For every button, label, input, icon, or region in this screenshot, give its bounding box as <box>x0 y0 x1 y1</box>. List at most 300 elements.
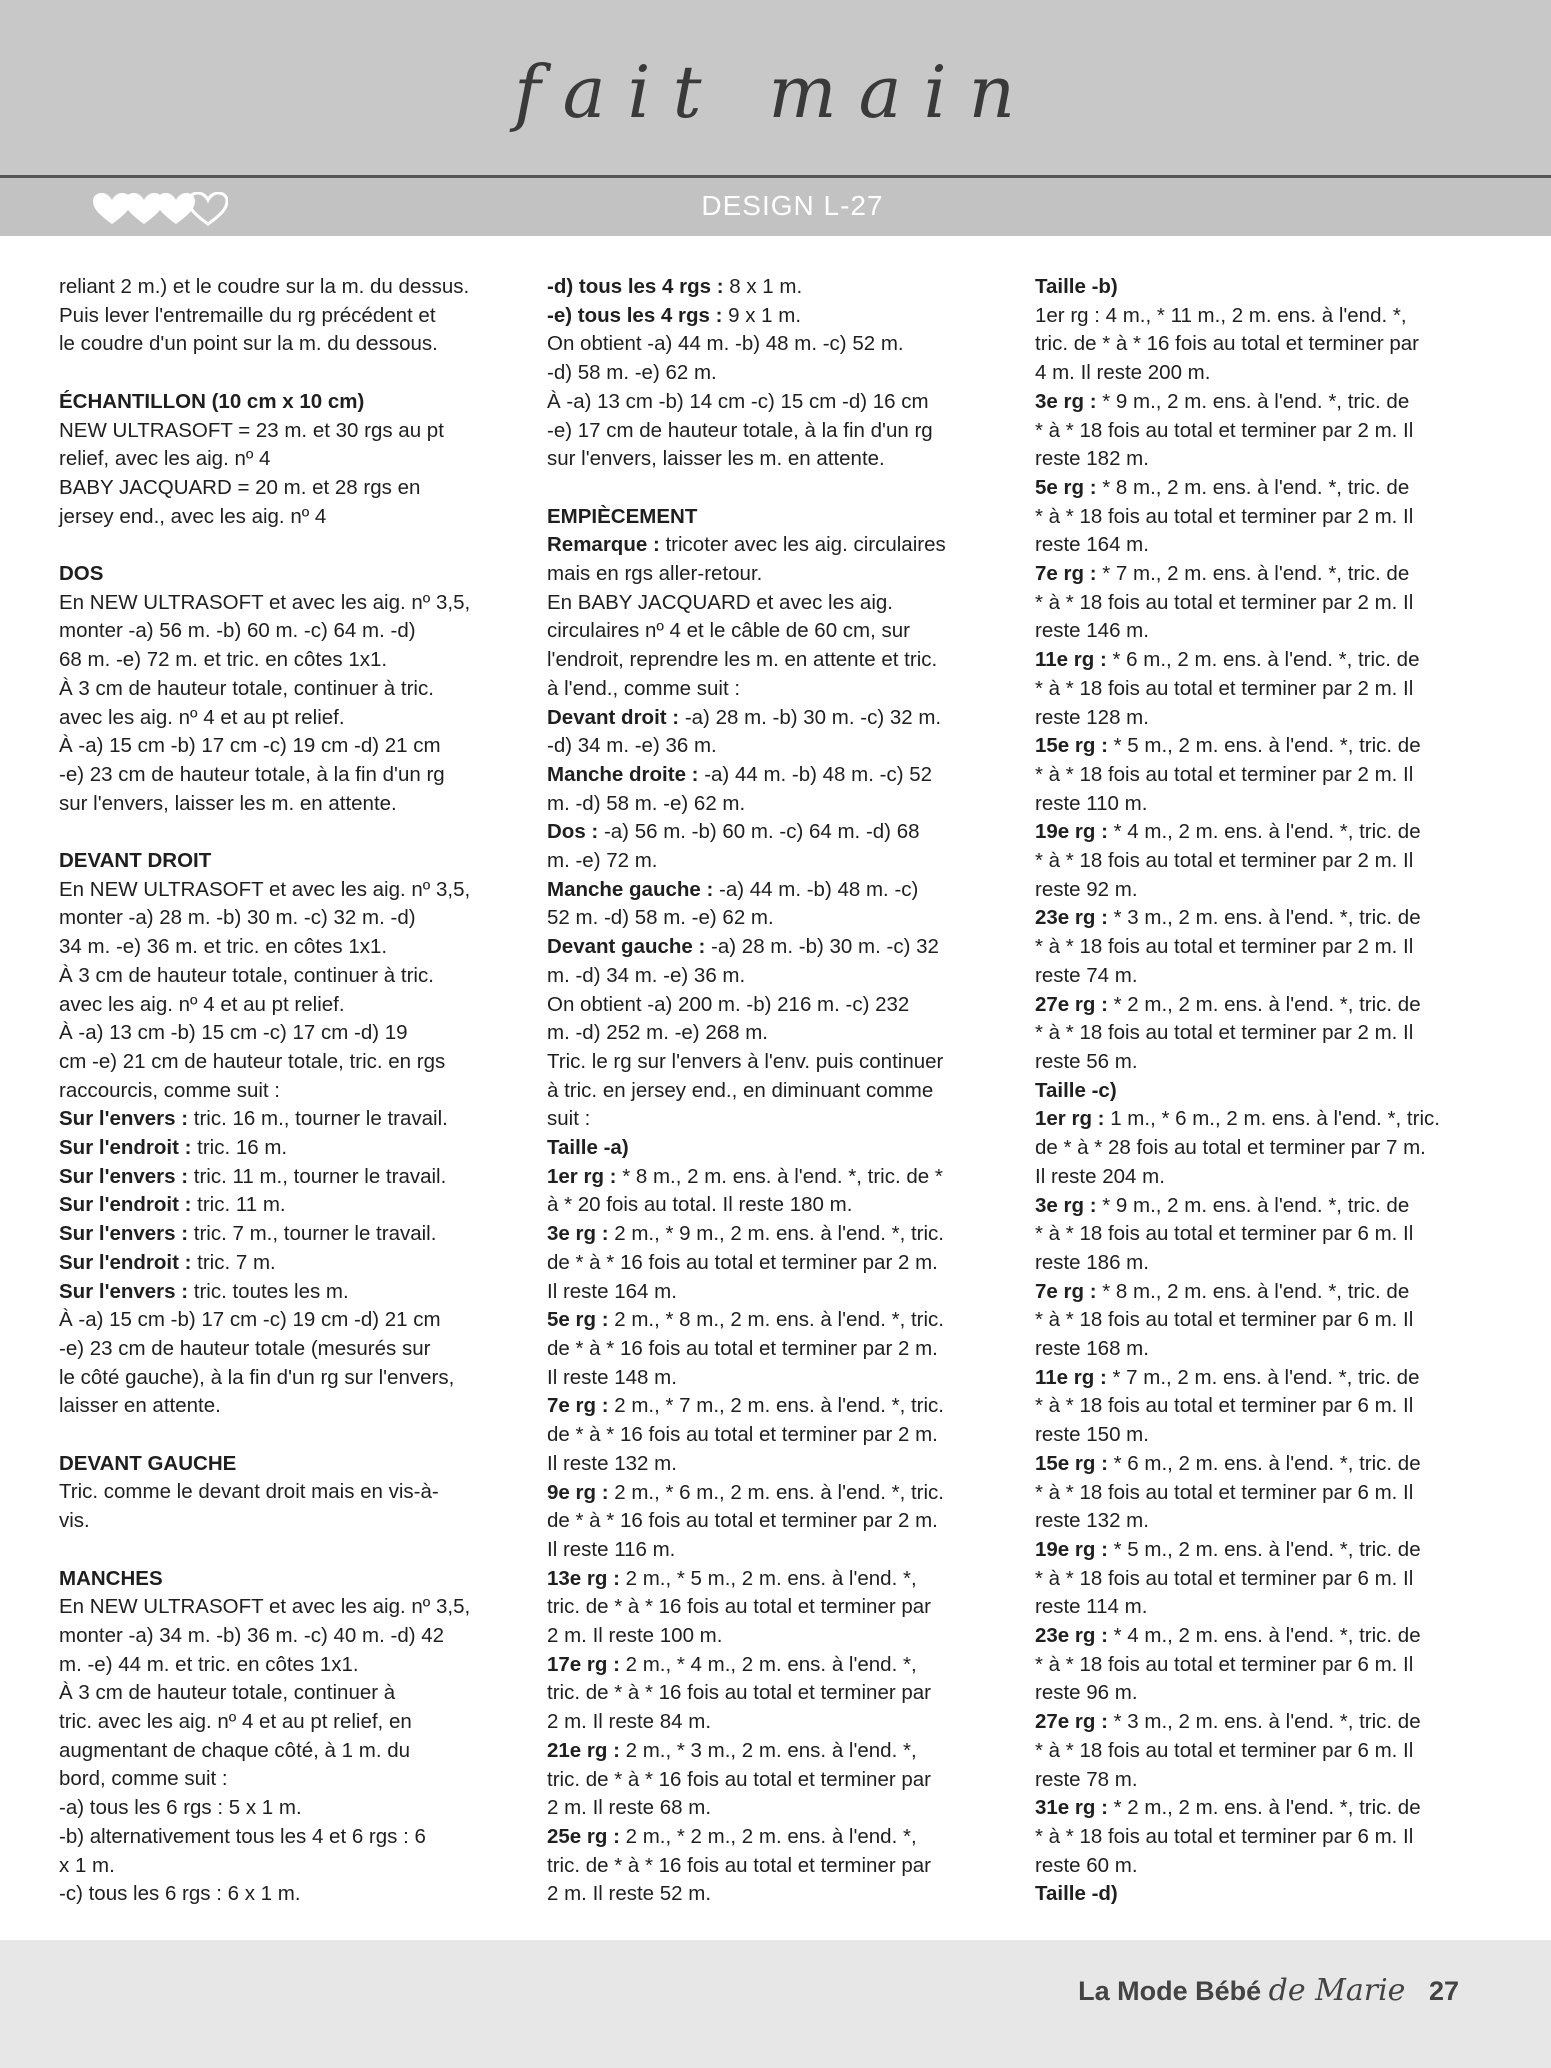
paragraph-gap <box>547 474 1004 503</box>
text-line-body: tric. 11 m. <box>191 1193 286 1217</box>
text-line-label: -d) tous les 4 rgs : <box>547 275 724 298</box>
text-line-body: * 5 m., 2 m. ens. à l'end. *, tric. de <box>1107 734 1421 758</box>
text-line-body: reste 60 m. <box>1035 1853 1138 1877</box>
text-line <box>1035 1794 1492 1823</box>
text-line <box>59 1278 516 1307</box>
text-line <box>547 617 1004 646</box>
page-number: 27 <box>1428 1976 1459 2006</box>
text-line <box>1035 589 1492 618</box>
text-line-label: Sur l'endroit : <box>59 1250 192 1274</box>
text-line <box>59 1134 516 1163</box>
text-line <box>59 273 516 302</box>
text-line-label: Sur l'endroit : <box>59 1136 192 1160</box>
text-line <box>547 847 1004 876</box>
text-line <box>1035 1364 1492 1393</box>
text-line <box>547 1737 1004 1766</box>
text-line <box>59 589 516 618</box>
text-line-body: -d) 34 m. -e) 36 m. <box>547 734 717 758</box>
text-line <box>1035 904 1492 933</box>
text-line-label: 7e rg : <box>1035 1279 1097 1303</box>
text-line <box>547 1364 1004 1393</box>
text-line <box>547 1163 1004 1192</box>
text-line <box>59 1708 516 1737</box>
text-line <box>59 876 516 905</box>
text-line <box>547 761 1004 790</box>
text-line-body: * 9 m., 2 m. ens. à l'end. *, tric. de <box>1096 389 1410 413</box>
text-line-body: monter -a) 56 m. -b) 60 m. -c) 64 m. -d) <box>59 619 416 643</box>
text-line-label: 11e rg : <box>1035 1365 1107 1389</box>
text-line-body: m. -d) 58 m. -e) 62 m. <box>547 791 746 815</box>
text-line <box>547 818 1004 847</box>
text-line-body: tric. de * à * 16 fois au total et terminer par <box>1035 332 1419 356</box>
text-line <box>1035 560 1492 589</box>
text-line-label: 5e rg : <box>1035 475 1097 499</box>
text-line-body: * 4 m., 2 m. ens. à l'end. *, tric. de <box>1107 820 1421 844</box>
text-line <box>1035 1048 1492 1077</box>
text-line <box>59 1507 516 1536</box>
text-line <box>1035 1335 1492 1364</box>
text-line <box>547 1794 1004 1823</box>
text-line-body: En NEW ULTRASOFT et avec les aig. nº 3,5, <box>59 590 471 614</box>
text-line <box>1035 1249 1492 1278</box>
text-line <box>59 1794 516 1823</box>
text-line-body: jersey end., avec les aig. nº 4 <box>59 504 327 528</box>
text-line-body: * 3 m., 2 m. ens. à l'end. *, tric. de <box>1107 1710 1421 1734</box>
text-line-body: tric. 7 m., tourner le travail. <box>188 1222 437 1246</box>
paragraph-gap <box>59 1536 516 1565</box>
text-line-body: x 1 m. <box>59 1853 115 1877</box>
text-column-1 <box>59 273 516 1909</box>
text-line-body: laisser en attente. <box>59 1394 221 1418</box>
text-line-body: * à * 18 fois au total et terminer par 2 m. Il <box>1035 676 1414 700</box>
text-line-body: -d) 58 m. -e) 62 m. <box>547 361 717 385</box>
text-line-body: tric. de * à * 16 fois au total et terminer par <box>547 1595 931 1619</box>
text-line-body: de * à * 16 fois au total et terminer par 2 m. <box>547 1337 938 1360</box>
text-line <box>1035 388 1492 417</box>
text-line <box>1035 1679 1492 1708</box>
text-line <box>1035 818 1492 847</box>
text-line-label: Sur l'envers : <box>59 1222 189 1246</box>
text-line-body: 4 m. Il reste 200 m. <box>1035 361 1211 385</box>
text-line-body: reste 182 m. <box>1035 447 1149 471</box>
text-line-body: avec les aig. nº 4 et au pt relief. <box>59 705 345 729</box>
text-line <box>547 1651 1004 1680</box>
text-line-body: tric. avec les aig. nº 4 et au pt relief, en <box>59 1710 412 1734</box>
text-line-label: Sur l'envers : <box>59 1164 189 1188</box>
text-line-body: tric. de * à * 16 fois au total et terminer par <box>547 1681 931 1705</box>
text-line <box>1035 1622 1492 1651</box>
text-line-body: * 7 m., 2 m. ens. à l'end. *, tric. de <box>1106 1365 1420 1389</box>
text-line-label: 31e rg : <box>1035 1796 1108 1820</box>
text-line <box>59 646 516 675</box>
text-line <box>547 1479 1004 1508</box>
section-heading: EMPIÈCEMENT <box>547 504 698 528</box>
text-line-body: reste 96 m. <box>1035 1681 1138 1705</box>
section-heading: DEVANT GAUCHE <box>59 1451 237 1475</box>
magazine-name-script: de Marie <box>1268 1973 1406 2008</box>
text-line-label: Remarque : <box>547 533 660 557</box>
text-line-label: 19e rg : <box>1035 820 1108 844</box>
text-line <box>547 962 1004 991</box>
text-line-body: 2 m., * 8 m., 2 m. ens. à l'end. *, tric. <box>608 1308 944 1332</box>
text-line-body: À -a) 13 cm -b) 15 cm -c) 17 cm -d) 19 <box>59 1021 408 1045</box>
text-line-body: m. -d) 252 m. -e) 268 m. <box>547 1021 769 1045</box>
text-line-label: 17e rg : <box>547 1652 620 1676</box>
text-line-body: À 3 cm de hauteur totale, continuer à tric. <box>59 676 434 700</box>
text-line-body: 2 m., * 7 m., 2 m. ens. à l'end. *, tric. <box>608 1394 944 1418</box>
text-line-body: 1er rg : 4 m., * 11 m., 2 m. ens. à l'end. *, <box>1035 303 1407 327</box>
text-line <box>1035 302 1492 331</box>
text-line <box>547 1306 1004 1335</box>
text-line <box>547 589 1004 618</box>
text-line <box>547 1593 1004 1622</box>
text-line-body: -c) tous les 6 rgs : 6 x 1 m. <box>59 1882 301 1906</box>
text-line <box>547 1019 1004 1048</box>
text-line-body: * à * 18 fois au total et terminer par 6 m. Il <box>1035 1308 1414 1332</box>
text-line <box>59 1622 516 1651</box>
text-line-body: reste 146 m. <box>1035 619 1149 643</box>
text-line-body: 2 m., * 2 m., 2 m. ens. à l'end. *, <box>619 1824 917 1848</box>
text-line-label: 3e rg : <box>1035 1193 1097 1217</box>
text-line-body: tric. 7 m. <box>191 1250 276 1274</box>
text-line-body: -a) 44 m. -b) 48 m. -c) <box>713 877 919 901</box>
text-line <box>1035 790 1492 819</box>
text-line <box>547 1536 1004 1565</box>
text-line-label: 1er rg : <box>1035 1107 1105 1131</box>
text-line <box>547 1335 1004 1364</box>
text-line-body: * 6 m., 2 m. ens. à l'end. *, tric. de <box>1107 1451 1421 1475</box>
text-line-label: 27e rg : <box>1035 992 1108 1016</box>
text-line-body: * à * 18 fois au total et terminer par 2 m. Il <box>1035 590 1414 614</box>
text-line <box>547 704 1004 733</box>
text-line-body: mais en rgs aller-retour. <box>547 562 763 586</box>
text-line-body: 34 m. -e) 36 m. et tric. en côtes 1x1. <box>59 935 388 959</box>
text-line <box>1035 1192 1492 1221</box>
text-line <box>1035 417 1492 446</box>
text-line-label: Sur l'envers : <box>59 1107 189 1131</box>
text-line-label: Sur l'endroit : <box>59 1193 192 1217</box>
text-line-label: 7e rg : <box>1035 562 1097 586</box>
text-line-body: reste 168 m. <box>1035 1337 1149 1361</box>
text-line <box>547 1708 1004 1737</box>
text-line <box>59 617 516 646</box>
text-line-body: tric. toutes les m. <box>188 1279 349 1303</box>
text-column-2 <box>547 273 1004 1909</box>
text-line-body: Puis lever l'entremaille du rg précédent et <box>59 303 436 327</box>
text-line-body: avec les aig. nº 4 et au pt relief. <box>59 992 345 1016</box>
text-line-body: relief, avec les aig. nº 4 <box>59 447 271 471</box>
text-line <box>59 991 516 1020</box>
text-line-body: * à * 18 fois au total et terminer par 2 m. Il <box>1035 504 1414 528</box>
text-line-body: 2 m. Il reste 84 m. <box>547 1710 712 1734</box>
text-line <box>1035 1105 1492 1134</box>
text-line <box>59 445 516 474</box>
text-line-body: tric. 16 m. <box>191 1136 288 1160</box>
text-line <box>1035 1019 1492 1048</box>
text-line <box>547 1766 1004 1795</box>
text-line-body: * 6 m., 2 m. ens. à l'end. *, tric. de <box>1106 648 1420 672</box>
text-line <box>59 1249 516 1278</box>
text-line-body: le coudre d'un point sur la m. du dessous. <box>59 332 438 356</box>
text-line-label: 3e rg : <box>547 1222 609 1246</box>
text-line-body: Tric. comme le devant droit mais en vis-à- <box>59 1480 439 1504</box>
text-line-body: reste 74 m. <box>1035 963 1138 987</box>
text-line-body: -a) 44 m. -b) 48 m. -c) 52 <box>698 762 933 786</box>
text-line <box>1035 876 1492 905</box>
text-line <box>1035 1507 1492 1536</box>
text-line <box>59 1765 516 1794</box>
text-line <box>59 1852 516 1881</box>
text-line <box>547 359 1004 388</box>
text-line-label: 23e rg : <box>1035 1624 1108 1648</box>
text-line <box>547 1220 1004 1249</box>
text-line-body: -a) 56 m. -b) 60 m. -c) 64 m. -d) 68 <box>598 820 920 844</box>
text-line <box>547 330 1004 359</box>
text-line <box>547 417 1004 446</box>
text-line-body: * 4 m., 2 m. ens. à l'end. *, tric. de <box>1107 1624 1421 1648</box>
text-line <box>547 1421 1004 1450</box>
text-line <box>59 790 516 819</box>
text-line <box>59 933 516 962</box>
text-line-body: -a) 28 m. -b) 30 m. -c) 32 <box>705 935 939 959</box>
text-line <box>59 1191 516 1220</box>
text-line <box>59 1306 516 1335</box>
text-line <box>1035 1565 1492 1594</box>
paragraph-gap <box>59 359 516 388</box>
text-line-body: reliant 2 m.) et le coudre sur la m. du dessus. <box>59 275 470 298</box>
text-line <box>1035 1220 1492 1249</box>
text-line-body: À -a) 15 cm -b) 17 cm -c) 19 cm -d) 21 cm <box>59 734 441 758</box>
text-line <box>59 1077 516 1106</box>
text-line <box>1035 330 1492 359</box>
text-line-body: 2 m., * 4 m., 2 m. ens. à l'end. *, <box>619 1652 917 1676</box>
text-line-body: Il reste 132 m. <box>547 1451 677 1475</box>
text-line-body: * 8 m., 2 m. ens. à l'end. *, tric. de * <box>616 1164 943 1188</box>
text-line-body: À 3 cm de hauteur totale, continuer à <box>59 1681 396 1705</box>
text-column-3 <box>1035 273 1492 1909</box>
text-line <box>1035 933 1492 962</box>
text-line-label: 21e rg : <box>547 1738 620 1762</box>
text-line-body: 2 m., * 5 m., 2 m. ens. à l'end. *, <box>619 1566 917 1590</box>
text-line-label: Manche gauche : <box>547 877 714 901</box>
text-line-body: * 7 m., 2 m. ens. à l'end. *, tric. de <box>1096 562 1410 586</box>
text-line-body: 8 x 1 m. <box>723 275 803 298</box>
text-line-body: de * à * 16 fois au total et terminer par 2 m. <box>547 1423 938 1447</box>
text-line <box>547 1450 1004 1479</box>
design-label <box>0 190 1551 222</box>
text-line <box>59 761 516 790</box>
text-line-body: le côté gauche), à la fin d'un rg sur l'envers, <box>59 1365 455 1389</box>
text-line <box>547 904 1004 933</box>
text-line-body: * à * 18 fois au total et terminer par 6 m. Il <box>1035 1480 1414 1504</box>
text-line <box>59 704 516 733</box>
text-line-body: monter -a) 34 m. -b) 36 m. -c) 40 m. -d) 42 <box>59 1623 445 1647</box>
text-line-body: En BABY JACQUARD et avec les aig. <box>547 590 893 614</box>
text-line-body: * à * 18 fois au total et terminer par 2 m. Il <box>1035 418 1414 442</box>
text-line-body: reste 78 m. <box>1035 1767 1138 1791</box>
text-line-body: reste 56 m. <box>1035 1049 1138 1073</box>
text-line-body: * 3 m., 2 m. ens. à l'end. *, tric. de <box>1107 906 1421 930</box>
text-line <box>1035 962 1492 991</box>
text-line <box>1035 1163 1492 1192</box>
text-line <box>1035 761 1492 790</box>
text-line <box>59 1737 516 1766</box>
text-line <box>1035 1392 1492 1421</box>
text-line-label: 13e rg : <box>547 1566 620 1590</box>
text-line <box>59 1163 516 1192</box>
text-line-body: reste 92 m. <box>1035 877 1138 901</box>
text-line-body: Il reste 148 m. <box>547 1365 677 1389</box>
text-line-label: Dos : <box>547 820 599 844</box>
text-line-body: tricoter avec les aig. circulaires <box>659 533 946 557</box>
text-line-body: m. -d) 34 m. -e) 36 m. <box>547 963 746 987</box>
text-line-label: 15e rg : <box>1035 1451 1108 1475</box>
text-line-body: * à * 18 fois au total et terminer par 2 m. Il <box>1035 1021 1414 1045</box>
text-line <box>547 445 1004 474</box>
text-line <box>59 1105 516 1134</box>
text-line <box>59 417 516 446</box>
text-line <box>1035 359 1492 388</box>
text-line <box>547 732 1004 761</box>
text-line-body: -e) 23 cm de hauteur totale, à la fin d'un rg <box>59 762 445 786</box>
text-line <box>547 1679 1004 1708</box>
text-line <box>59 1478 516 1507</box>
text-line-body: -e) 17 cm de hauteur totale, à la fin d'un rg <box>547 418 933 442</box>
text-line <box>59 330 516 359</box>
text-line-label: 27e rg : <box>1035 1710 1108 1734</box>
text-line <box>547 1565 1004 1594</box>
text-line-body: * à * 18 fois au total et terminer par 2 m. Il <box>1035 935 1414 959</box>
text-line-body: vis. <box>59 1509 90 1533</box>
section-heading: Taille -c) <box>1035 1078 1117 1102</box>
text-line-body: suit : <box>547 1107 591 1131</box>
page-title: fait main <box>513 50 1038 134</box>
footer-brand <box>1078 1973 1459 2008</box>
text-line <box>1035 474 1492 503</box>
text-line <box>59 675 516 704</box>
text-line-label: 25e rg : <box>547 1824 620 1848</box>
text-line <box>1035 991 1492 1020</box>
text-line-body: Il reste 164 m. <box>547 1279 677 1303</box>
text-line-label: Devant droit : <box>547 705 680 729</box>
text-line <box>1035 732 1492 761</box>
text-line <box>547 991 1004 1020</box>
text-line <box>59 904 516 933</box>
text-line-body: 52 m. -d) 58 m. -e) 62 m. <box>547 906 774 930</box>
text-line-body: à tric. en jersey end., en diminuant comme <box>547 1078 934 1102</box>
text-line <box>547 1048 1004 1077</box>
text-line-label: Devant gauche : <box>547 935 706 959</box>
text-line <box>1035 704 1492 733</box>
text-line-body: * à * 18 fois au total et terminer par 6 m. Il <box>1035 1738 1414 1762</box>
magazine-name: La Mode Bébé <box>1078 1976 1262 2006</box>
section-heading: Taille -d) <box>1035 1882 1118 1906</box>
text-line-body: -a) tous les 6 rgs : 5 x 1 m. <box>59 1796 302 1820</box>
text-line-body: 2 m. Il reste 52 m. <box>547 1882 712 1906</box>
text-line-body: Tric. le rg sur l'envers à l'env. puis continuer <box>547 1049 944 1073</box>
text-line-body: * à * 18 fois au total et terminer par 6 m. Il <box>1035 1394 1414 1418</box>
text-line <box>547 560 1004 589</box>
text-line <box>1035 1708 1492 1737</box>
text-line <box>59 1335 516 1364</box>
text-line-body: reste 132 m. <box>1035 1509 1149 1533</box>
text-line-body: -b) alternativement tous les 4 et 6 rgs : 6 <box>59 1824 426 1848</box>
text-line <box>59 503 516 532</box>
text-line <box>1035 503 1492 532</box>
paragraph-gap <box>59 531 516 560</box>
text-line-body: monter -a) 28 m. -b) 30 m. -c) 32 m. -d) <box>59 906 416 930</box>
text-line-body: tric. 16 m., tourner le travail. <box>188 1107 448 1131</box>
text-line-body: à l'end., comme suit : <box>547 676 741 700</box>
text-line-body: * à * 18 fois au total et terminer par 2 m. Il <box>1035 762 1414 786</box>
text-line-body: -a) 28 m. -b) 30 m. -c) 32 m. <box>679 705 942 729</box>
text-line <box>547 1622 1004 1651</box>
text-line <box>1035 445 1492 474</box>
text-line <box>59 1823 516 1852</box>
text-line-body: reste 114 m. <box>1035 1595 1148 1619</box>
text-line <box>547 388 1004 417</box>
text-line-body: de * à * 16 fois au total et terminer par 2 m. <box>547 1509 938 1533</box>
text-line-label: 19e rg : <box>1035 1537 1108 1561</box>
text-line <box>59 1880 516 1909</box>
text-line-body: reste 186 m. <box>1035 1250 1149 1274</box>
text-line-body: m. -e) 44 m. et tric. en côtes 1x1. <box>59 1652 359 1676</box>
text-line-body: 1 m., * 6 m., 2 m. ens. à l'end. *, tric. <box>1104 1107 1440 1131</box>
text-line <box>1035 646 1492 675</box>
text-line <box>547 273 1004 302</box>
text-line-body: circulaires nº 4 et le câble de 60 cm, sur <box>547 619 910 643</box>
text-line-body: reste 128 m. <box>1035 705 1149 729</box>
text-line-body: * 8 m., 2 m. ens. à l'end. *, tric. de <box>1096 1279 1410 1303</box>
text-line <box>59 474 516 503</box>
text-line-body: reste 164 m. <box>1035 533 1149 557</box>
text-line <box>1035 1823 1492 1852</box>
text-line-body: * 9 m., 2 m. ens. à l'end. *, tric. de <box>1096 1193 1410 1217</box>
text-line-label: 11e rg : <box>1035 648 1107 672</box>
text-line-body: tric. 11 m., tourner le travail. <box>188 1164 447 1188</box>
text-line <box>547 1852 1004 1881</box>
text-line <box>547 1191 1004 1220</box>
text-line <box>1035 1450 1492 1479</box>
text-line-body: À -a) 15 cm -b) 17 cm -c) 19 cm -d) 21 cm <box>59 1308 441 1332</box>
text-line <box>1035 1479 1492 1508</box>
text-line <box>59 302 516 331</box>
text-line-body: * à * 18 fois au total et terminer par 6 m. Il <box>1035 1222 1414 1246</box>
text-line-body: BABY JACQUARD = 20 m. et 28 rgs en <box>59 475 421 499</box>
text-line-body: Il reste 204 m. <box>1035 1164 1165 1188</box>
text-line-body: de * à * 28 fois au total et terminer par 7 m. <box>1035 1136 1426 1160</box>
text-line-body: 2 m., * 9 m., 2 m. ens. à l'end. *, tric. <box>608 1222 944 1246</box>
text-line <box>547 1823 1004 1852</box>
text-line <box>59 1019 516 1048</box>
text-line <box>59 732 516 761</box>
text-line-label: Manche droite : <box>547 762 699 786</box>
section-heading: Taille -a) <box>547 1136 629 1160</box>
text-line-body: En NEW ULTRASOFT et avec les aig. nº 3,5, <box>59 877 471 901</box>
text-line-body: tric. de * à * 16 fois au total et terminer par <box>547 1853 931 1877</box>
text-line <box>59 1048 516 1077</box>
text-line <box>59 1593 516 1622</box>
text-line-body: raccourcis, comme suit : <box>59 1078 280 1102</box>
text-line-body: On obtient -a) 200 m. -b) 216 m. -c) 232 <box>547 992 910 1016</box>
section-heading: DOS <box>59 562 104 585</box>
text-line-body: 68 m. -e) 72 m. et tric. en côtes 1x1. <box>59 648 388 672</box>
text-line-label: 15e rg : <box>1035 734 1108 758</box>
text-line-body: cm -e) 21 cm de hauteur totale, tric. en rgs <box>59 1049 446 1073</box>
text-line <box>59 1364 516 1393</box>
text-line <box>547 1392 1004 1421</box>
text-line-body: * à * 18 fois au total et terminer par 6 m. Il <box>1035 1566 1414 1590</box>
